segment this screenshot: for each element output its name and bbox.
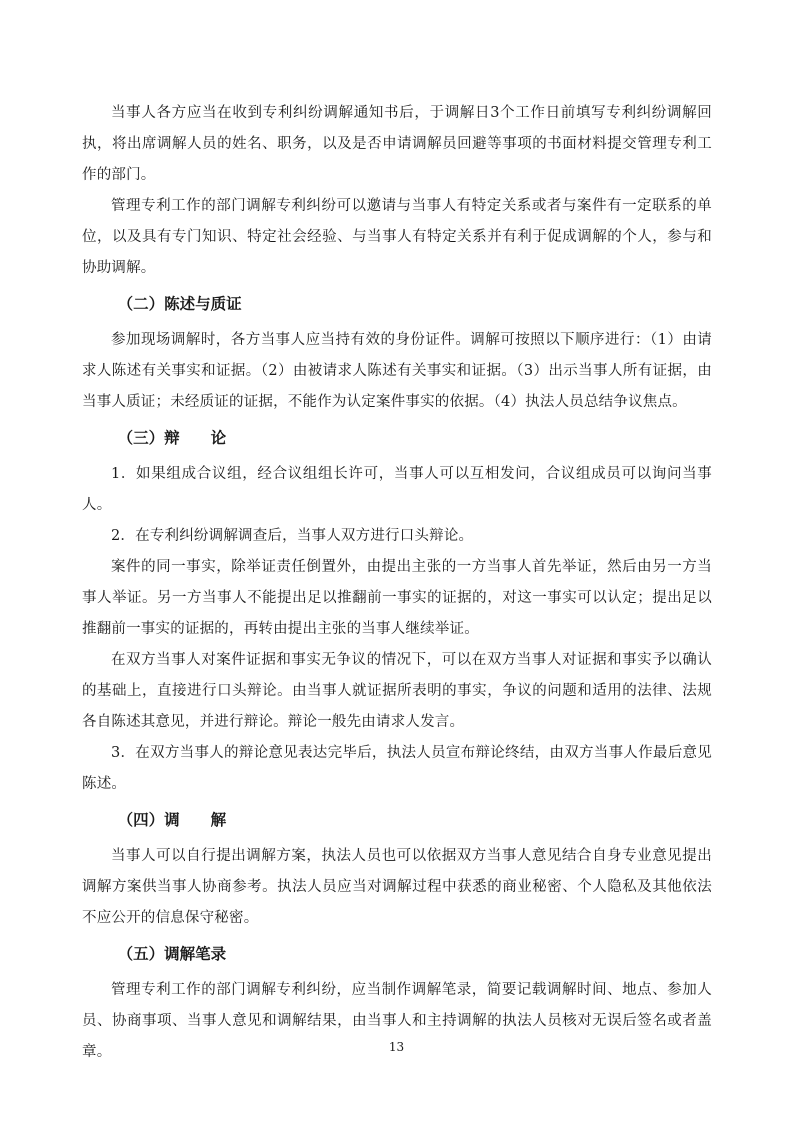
paragraph-invite-participants: 管理专利工作的部门调解专利纠纷可以邀请与当事人有特定关系或者与案件有一定联系的单位，以及具有专门知识、特定社会经验、与当事人有特定关系并有利于促成调解的个人，参与和协助调解。 (82, 198, 712, 276)
paragraph-collegial-panel: 1．如果组成合议组，经合议组组长许可，当事人可以互相发问，合议组成员可以询问当事人。 (82, 466, 712, 513)
paragraph-burden-of-proof: 案件的同一事实，除举证责任倒置外，由提出主张的一方当事人首先举证，然后由另一方当事人举证。另一方当事人不能提出足以推翻前一事实的证据的，对这一事实可以认定；提出足以推翻前一事实的证据的，再转由提出主张的当事人继续举证。 (82, 559, 712, 637)
paragraph-mediation-receipt: 当事人各方应当在收到专利纠纷调解通知书后，于调解日3个工作日前填写专利纠纷调解回执，将出席调解人员的姓名、职务，以及是否申请调解员回避等事项的书面材料提交管理专利工作的部门。 (82, 105, 712, 183)
section-heading-debate: （三）辩 论 (117, 429, 227, 447)
section-heading-mediation-record: （五）调解笔录 (117, 945, 227, 963)
section-heading-mediation: （四）调 解 (117, 811, 227, 829)
document-body (82, 98, 712, 1068)
paragraph-onsite-procedure: 参加现场调解时，各方当事人应当持有效的身份证件。调解可按照以下顺序进行：（1）由请求人陈述有关事实和证据。（2）由被请求人陈述有关事实和证据。（3）出示当事人所有证据，由当事人质证；未经质证的证据，不能作为认定案件事实的依据。（4）执法人员总结争议焦点。 (82, 332, 712, 410)
paragraph-no-dispute: 在双方当事人对案件证据和事实无争议的情况下，可以在双方当事人对证据和事实予以确认的基础上，直接进行口头辩论。由当事人就证据所表明的事实，争议的问题和适用的法律、法规各自陈述其意见，并进行辩论。辩论一般先由请求人发言。 (82, 652, 712, 730)
paragraph-debate-conclusion: 3．在双方当事人的辩论意见表达完毕后，执法人员宣布辩论终结，由双方当事人作最后意见陈述。 (82, 745, 712, 792)
paragraph-oral-debate: 2．在专利纠纷调解调查后，当事人双方进行口头辩论。 (111, 528, 474, 544)
section-heading-statement-and-cross-examination: （二）陈述与质证 (117, 295, 242, 313)
page-number: 13 (388, 1040, 405, 1054)
paragraph-mediation-plan: 当事人可以自行提出调解方案，执法人员也可以依据双方当事人意见结合自身专业意见提出调解方案供当事人协商参考。执法人员应当对调解过程中获悉的商业秘密、个人隐私及其他依法不应公开的信息保守秘密。 (82, 848, 712, 926)
paragraph-mediation-record: 管理专利工作的部门调解专利纠纷，应当制作调解笔录，简要记载调解时间、地点、参加人员、协商事项、当事人意见和调解结果，由当事人和主持调解的执法人员核对无误后签名或者盖章。 (82, 982, 712, 1060)
